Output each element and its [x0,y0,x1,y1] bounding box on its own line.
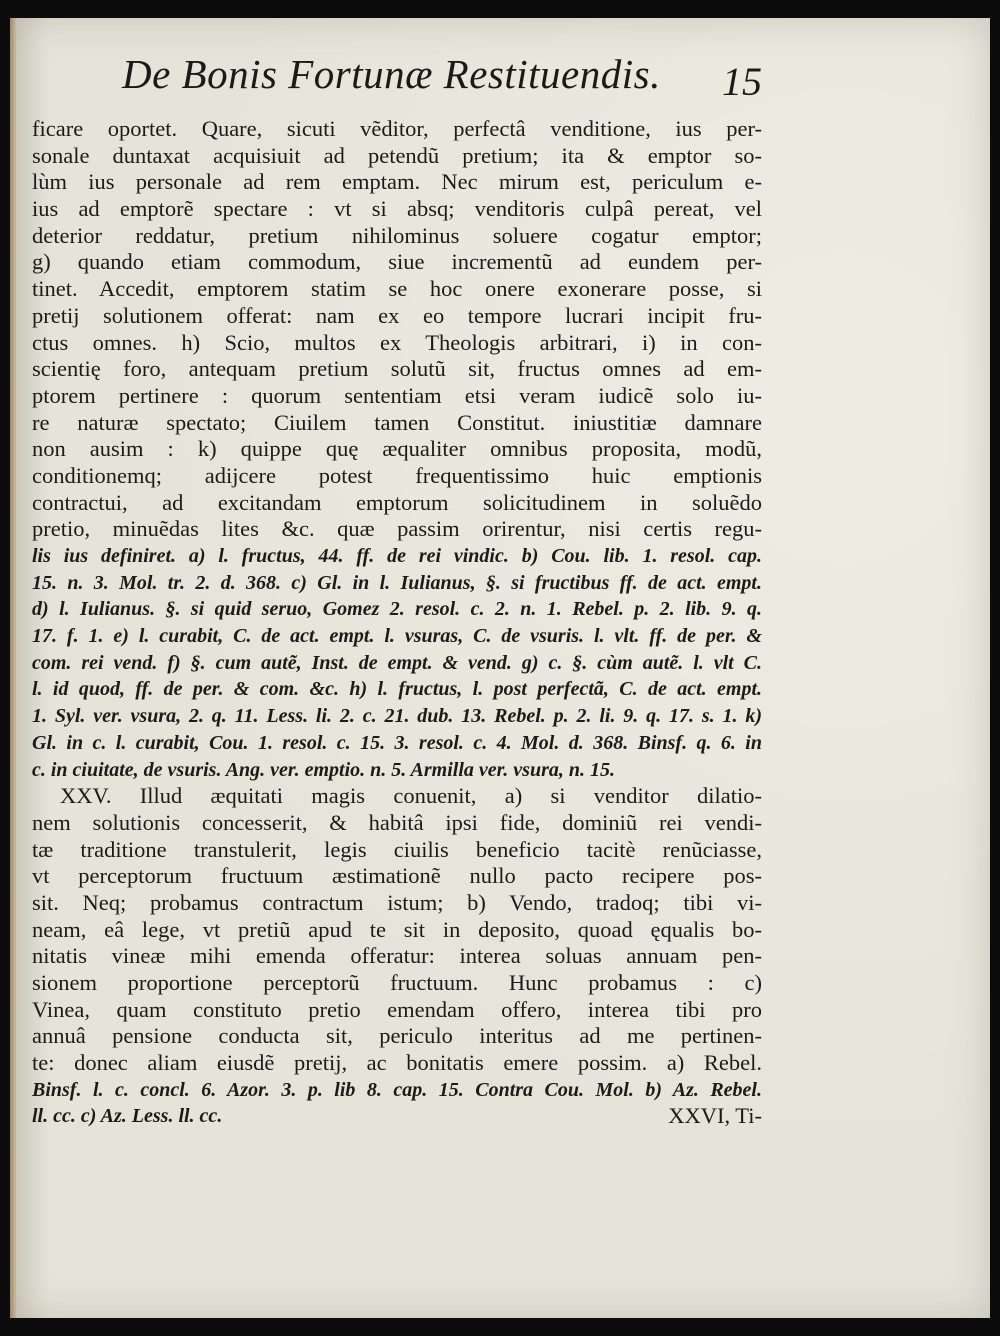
running-title: De Bonis Fortunæ Restituendis. [122,51,661,97]
text-line: Vinea, quam constituto pretio emendam offero, interea tibi pro [32,996,762,1022]
text-line: XXV. Illud æquitati magis conuenit, a) si venditor dilatio- [60,783,762,809]
marginal-citation-line: 1. Syl. ver. vsura, 2. q. 11. Less. li. 2. c. 21. dub. 13. Rebel. p. 2. li. 9. q. 17. s. 1. k) [32,705,762,728]
text-line: pretio, minuẽdas lites &c. quæ passim orirentur, nisi certis regu- [32,516,762,542]
text-line: contractui, ad excitandam emptorum solicitudinem in soluẽdo [32,489,762,515]
text-line: re naturæ spectato; Ciuilem tamen Constitut. iniustitiæ damnare [32,409,762,435]
text-line: te: donec aliam eiusdẽ pretij, ac bonitatis emere possim. a) Rebel. [32,1050,762,1076]
marginal-citation-line: c. in ciuitate, de vsuris. Ang. ver. emptio. n. 5. Armilla ver. vsura, n. 15. [32,758,615,781]
marginal-citation-line: l. id quod, ff. de per. & com. &c. h) l. fructus, l. post perfectã, C. de act. empt. [32,678,762,701]
marginal-citation-line: d) l. Iulianus. §. si quid seruo, Gomez 2. resol. c. 2. n. 1. Rebel. p. 2. lib. 9. q. [32,598,762,621]
text-line: lùm ius personale ad rem emptam. Nec mirum est, periculum e- [32,169,762,195]
text-line: pretij solutionem offerat: nam ex eo tempore lucrari incipit fru- [32,302,762,328]
page-header [122,40,762,112]
page-number: 15 [722,59,762,104]
marginal-citation-line: lis ius definiret. a) l. fructus, 44. ff. de rei vindic. b) Cou. lib. 1. resol. cap. [32,545,762,567]
text-line: conditionemq; adijcere potest frequentissimo huic emptionis [32,462,762,488]
text-line: g) quando etiam commodum, siue incrementũ ad eundem per- [32,249,762,275]
text-line: tinet. Accedit, emptorem statim se hoc onere exonerare posse, si [32,276,762,302]
footer-line [32,1103,762,1130]
text-line: neam, eâ lege, vt pretiũ apud te sit in deposito, quoad ęqualis bo- [32,916,762,942]
text-line: ficare oportet. Quare, sicuti vẽditor, perfectâ venditione, ius per- [32,116,762,141]
text-line: sonale duntaxat acquisiuit ad petendũ pretium; ita & emptor so- [32,142,762,168]
final-citation: ll. cc. c) Az. Less. ll. cc. [32,1105,223,1128]
marginal-citation-line: 15. n. 3. Mol. tr. 2. d. 368. c) Gl. in l. Iulianus, §. si fructibus ff. de act. empt. [32,571,762,594]
catchword: XXVI, Ti- [668,1103,762,1129]
text-line: tæ traditione transtulerit, legis ciuilis beneficio tacitè renũciasse, [32,836,762,862]
text-line: scientię foro, antequam pretium solutũ sit, fructus omnes ad em- [32,356,762,382]
text-line: annuâ pensione conducta sit, periculo interitus ad me pertinen- [32,1023,762,1049]
text-line: vt perceptorum fructuum æstimationẽ nullo pacto recipere pos- [32,863,762,889]
text-line: non ausim : k) quippe quę æqualiter omnibus proposita, modũ, [32,436,762,462]
marginal-citation-line: Binsf. l. c. concl. 6. Azor. 3. p. lib 8. cap. 15. Contra Cou. Mol. b) Az. Rebel. [32,1078,762,1101]
book-page [10,18,990,1318]
body-text [32,116,762,1130]
marginal-citation-line: Gl. in c. l. curabit, Cou. 1. resol. c. 15. 3. resol. c. 4. Mol. d. 368. Binsf. q. 6. in [32,731,762,754]
text-line: sionem proportione perceptorũ fructuum. Hunc probamus : c) [32,970,762,995]
text-line: ctus omnes. h) Scio, multos ex Theologis arbitrari, i) in con- [32,329,762,355]
marginal-citation-line: com. rei vend. f) §. cum autẽ, Inst. de empt. & vend. g) c. §. cùm autẽ. l. vlt C. [32,651,762,674]
text-line: deterior reddatur, pretium nihilominus soluere cogatur emptor; [32,222,762,248]
text-line: nitatis vineæ mihi emenda offeratur: interea soluas annuam pen- [32,943,762,969]
marginal-citation-line: 17. f. 1. e) l. curabit, C. de act. empt. l. vsuras, C. de vsuris. l. vlt. ff. de per. & [32,625,762,648]
text-line: ptorem pertinere : quorum sententiam etsi veram iudicẽ solo iu- [32,382,762,408]
text-line: nem solutionis concesserit, & habitâ ipsi fide, dominiũ rei vendi- [32,809,762,835]
page-gutter-shadow [10,18,16,1318]
text-line: sit. Neq; probamus contractum istum; b) Vendo, tradoq; tibi vi- [32,889,762,915]
text-line: ius ad emptorẽ spectare : vt si absq; venditoris culpâ pereat, vel [32,196,762,222]
